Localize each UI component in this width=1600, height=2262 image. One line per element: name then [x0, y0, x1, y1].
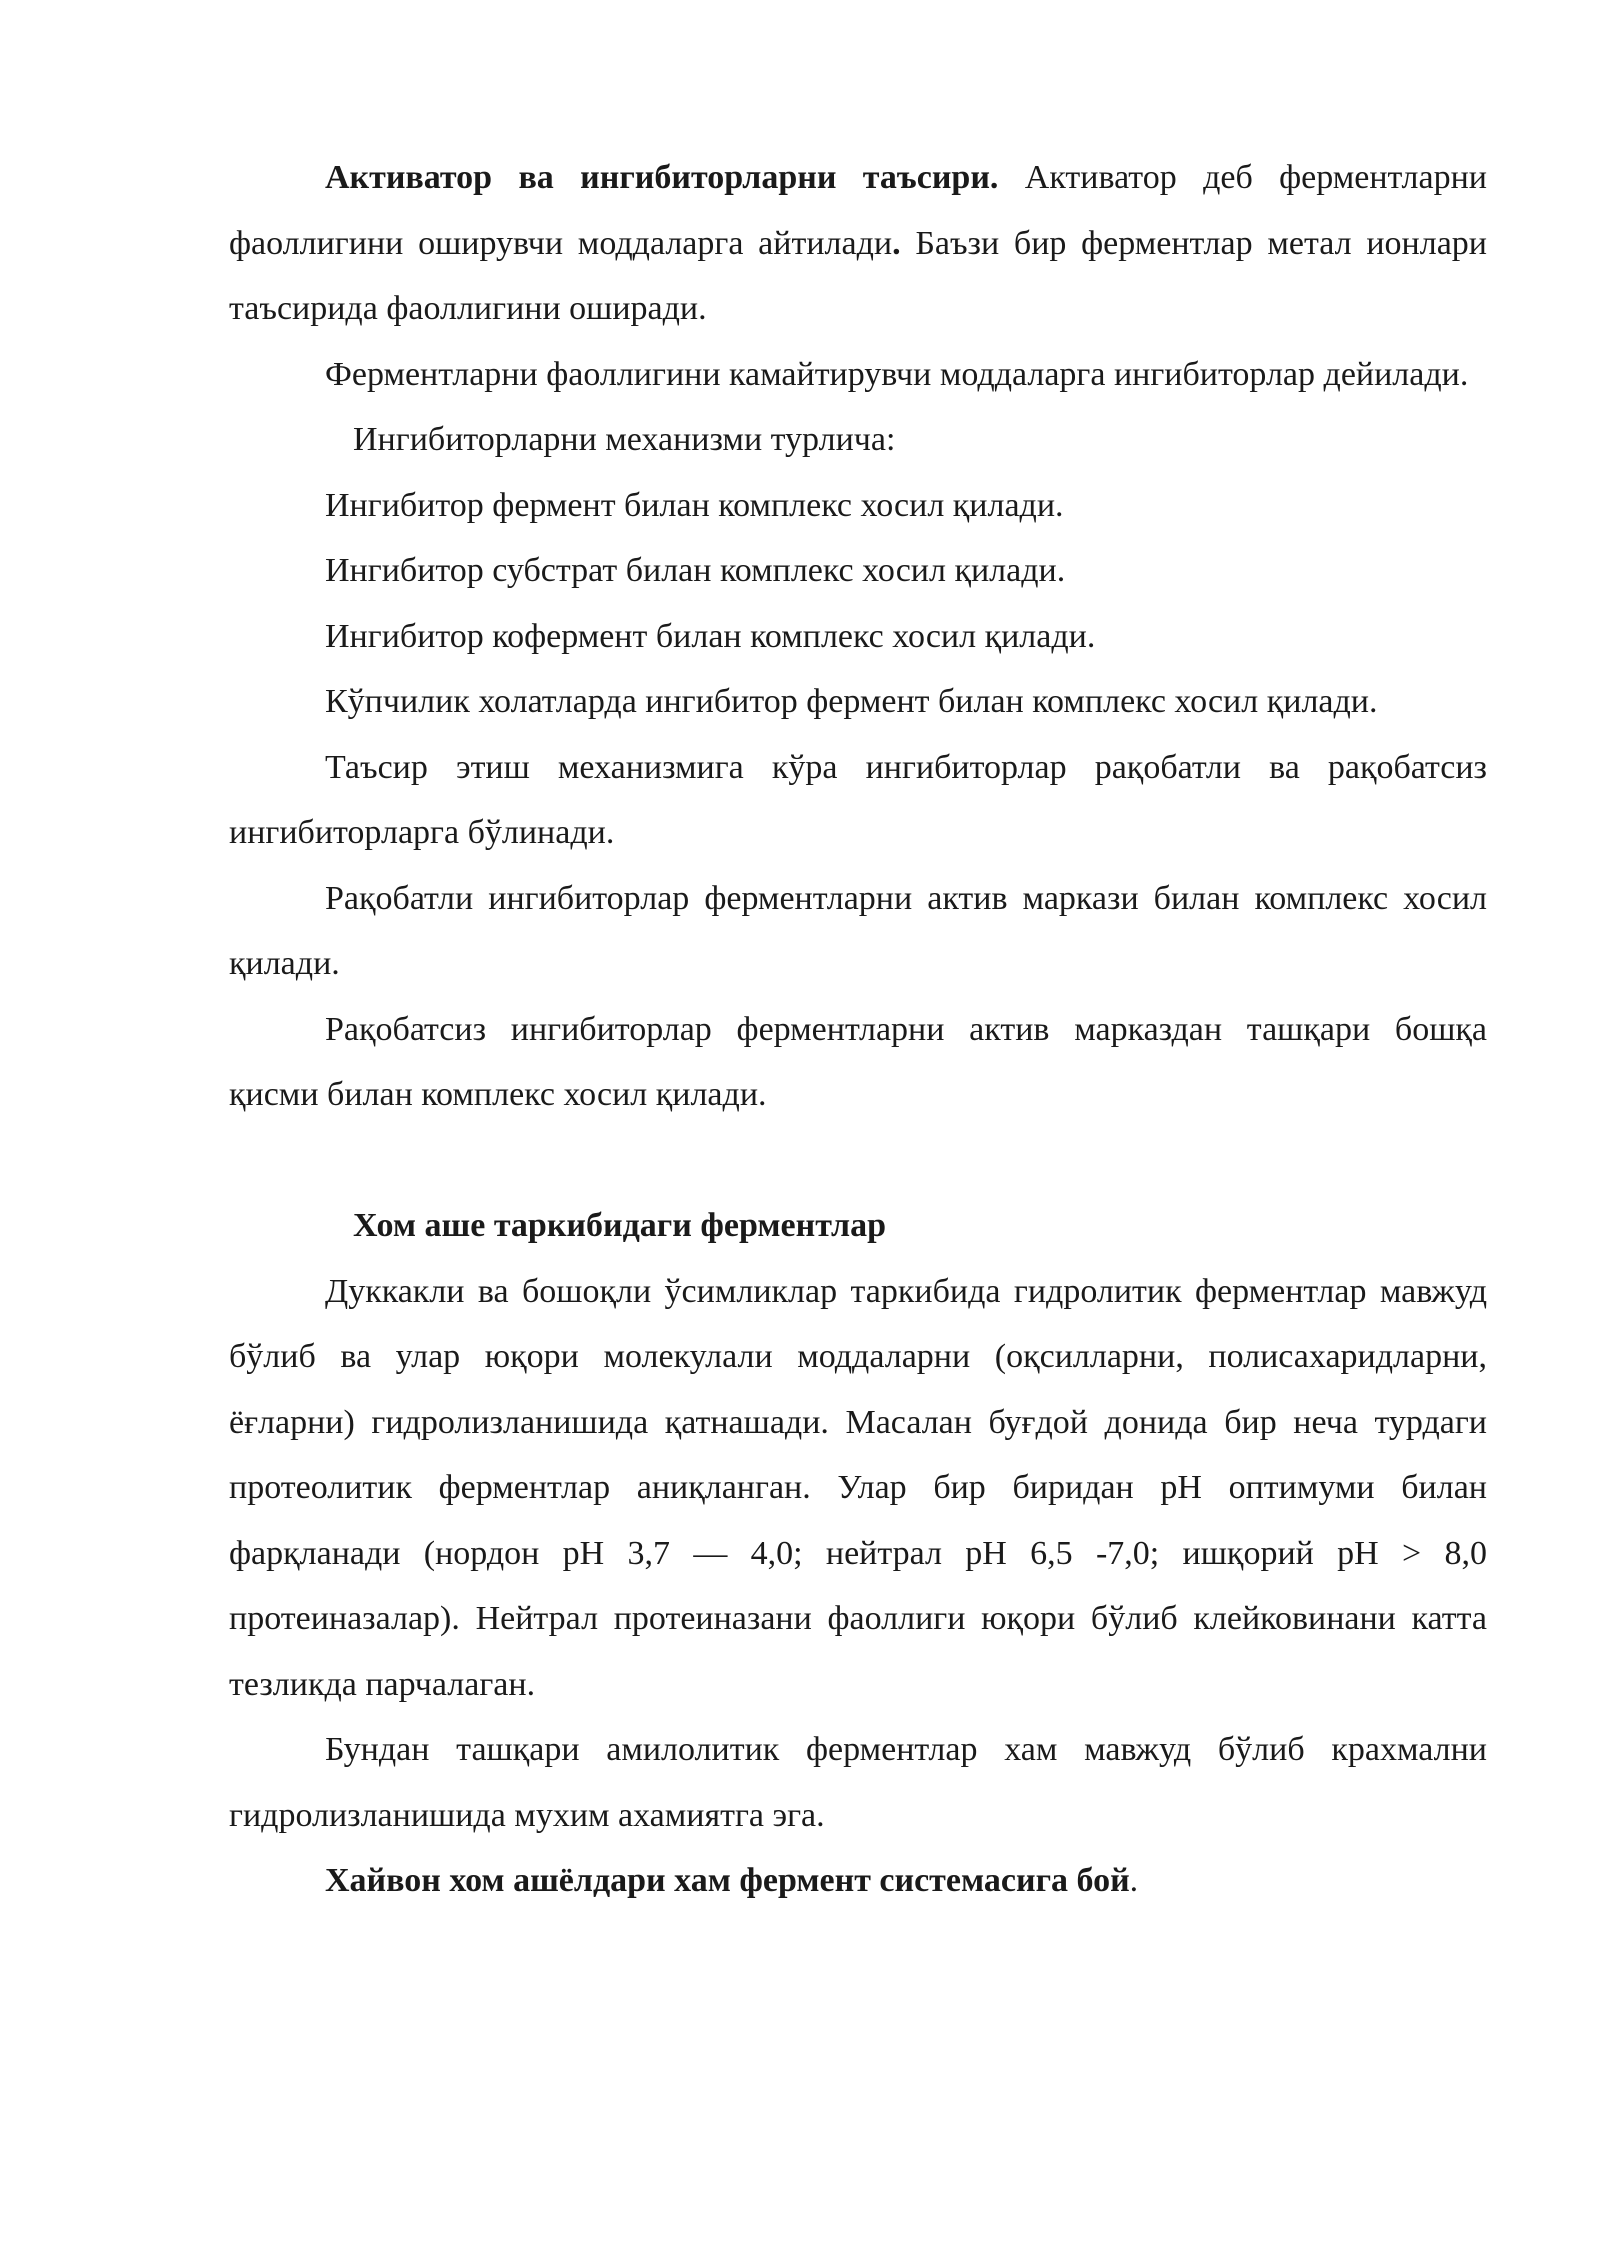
paragraph-activator	[229, 145, 1487, 342]
animal-heading: Хайвон хом ашёлдари хам фермент системасига бой	[325, 1862, 1130, 1899]
paragraph-animal-raw-materials	[229, 1848, 1487, 1914]
activator-text-2: Баъзи бир ферментлар метал ионлари таъсирида фаоллигини оширади.	[229, 224, 1487, 327]
mechanism-item-enzyme: Ингибитор фермент билан комплекс хосил қилади.	[325, 486, 1064, 524]
animal-heading-period: .	[1129, 1862, 1139, 1899]
document-body	[229, 145, 1487, 1914]
activator-heading: Активатор ва ингибиторларни таъсири.	[325, 159, 999, 196]
paragraph-competitive: Рақобатли ингибиторлар ферментларни актив маркази билан комплекс хосил қилади.	[229, 879, 1487, 982]
paragraph-noncompetitive: Рақобатсиз ингибиторлар ферментларни актив марказдан ташқари бошқа қисми билан комплекс хосил қилади.	[229, 1010, 1487, 1113]
paragraph-amylolytic: Бундан ташқари амилолитик ферментлар хам мавжуд бўлиб крахмални гидролизланишида мухим ахамиятга эга.	[229, 1731, 1487, 1834]
paragraph-mechanism-intro: Ингибиторларни механизми турлича:	[353, 421, 896, 458]
mechanism-item-substrate: Ингибитор субстрат билан комплекс хосил қилади.	[325, 552, 1066, 589]
paragraph-inhibitors-definition: Ферментларни фаоллигини камайтирувчи моддаларга ингибиторлар дейилади.	[325, 355, 1469, 393]
paragraph-classification: Таъсир этиш механизмига кўра ингибиторлар рақобатли ва рақобатсиз ингибиторларга бўлинади.	[229, 748, 1487, 851]
paragraph-legumes: Дуккакли ва бошоқли ўсимликлар таркибида гидролитик ферментлар мавжуд бўлиб ва улар юқори молекулали моддаларни (оқсилларни, полисахаридларни, ёғларни) гидролизланишида қатнашади. Масалан буғдой донида бир неча турдаги протеолитик ферментлар аниқланган. Улар бир биридан рН оптимуми билан фарқланади (нордон рН 3,7 — 4,0; нейтрал рН 6,5 -7,0; ишқорий рН > 8,0 протеиназалар). Нейтрал протеиназани фаоллиги юқори бўлиб клейковинани катта тезликда парчалаган.	[229, 1272, 1487, 1703]
section-heading-raw-materials: Хом аше таркибидаги ферментлар	[353, 1207, 887, 1244]
mechanism-item-coenzyme: Ингибитор кофермент билан комплекс хосил қилади.	[325, 617, 1096, 655]
blank-line	[229, 1128, 1487, 1194]
paragraph-majority: Кўпчилик холатларда ингибитор фермент билан комплекс хосил қилади.	[325, 683, 1378, 720]
activator-text-1: Активатор деб ферментларни фаоллигини оширувчи моддаларга айтилади	[229, 159, 1487, 262]
activator-text-period: .	[892, 224, 901, 262]
